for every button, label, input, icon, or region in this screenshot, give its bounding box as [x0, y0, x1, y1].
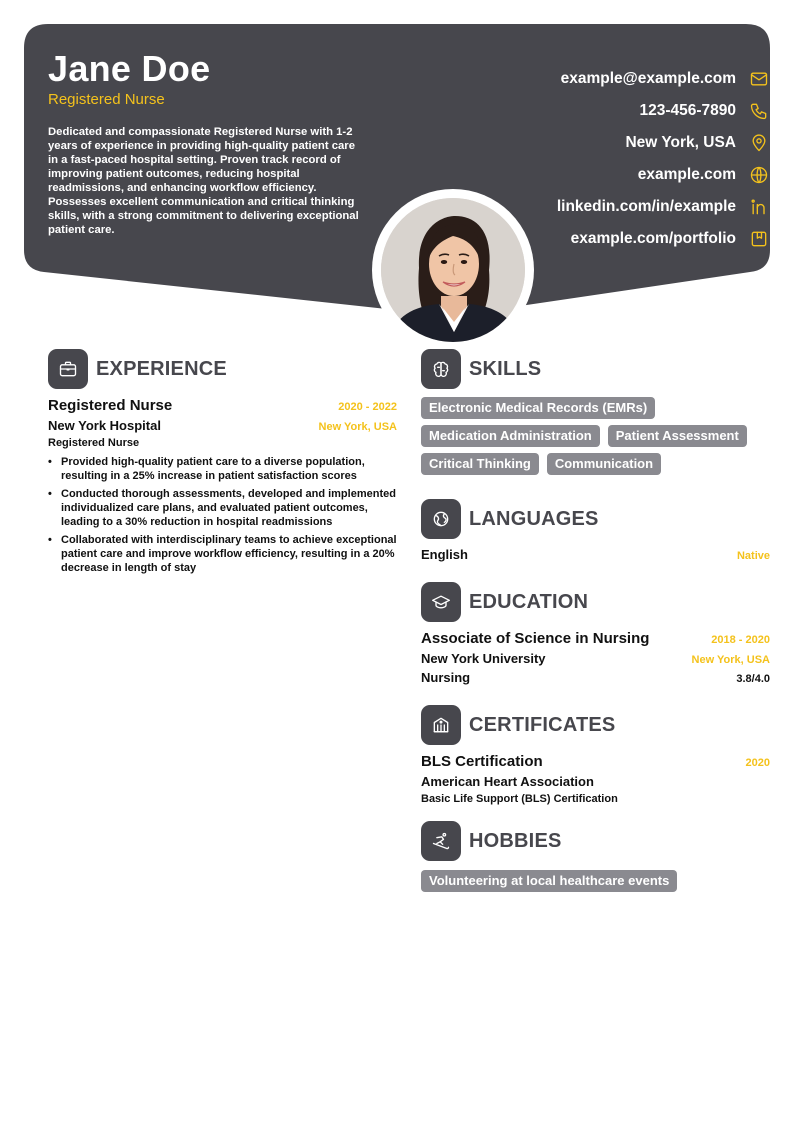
- language-row: [421, 547, 770, 562]
- certificate-year: 2020: [745, 757, 770, 769]
- certificate-name: BLS Certification: [421, 753, 543, 770]
- profile-photo: [381, 198, 525, 342]
- contact-website[interactable]: [440, 159, 770, 191]
- linkedin-text[interactable]: linkedin.com/in/example: [556, 198, 736, 215]
- skills-title: SKILLS: [469, 357, 542, 380]
- experience-entry: [48, 397, 397, 575]
- certificate-icon: [421, 705, 461, 745]
- list-item: • Conducted thorough assessments, developed and implemented individualized care plans, and evaluated patient outcomes, leading to a 30% reduction in hospital readmissions: [48, 487, 397, 529]
- languages-title: LANGUAGES: [469, 507, 599, 530]
- skill-chip: Critical Thinking: [421, 453, 539, 475]
- skill-chip: Communication: [547, 453, 661, 475]
- globe-icon: [748, 164, 770, 186]
- school-name: New York University: [421, 651, 546, 666]
- profile-summary: Dedicated and compassionate Registered Nurse with 1-2 years of experience in providing high-quality patient care in a fast-paced hospital setting. Proven track record of improving patient outcomes, reducing hospital readmissions, and enhancing workflow efficiency. Possesses excellent communication and critical thinking skills, with a strong commitment to delivering exceptional patient care.: [48, 126, 359, 236]
- language-level: Native: [736, 550, 770, 562]
- brain-icon: [421, 349, 461, 389]
- education-title: EDUCATION: [469, 590, 589, 613]
- left-column: [48, 349, 397, 579]
- website-text[interactable]: example.com: [637, 166, 736, 183]
- skill-chip: Medication Administration: [421, 425, 600, 447]
- hobbies-title: HOBBIES: [469, 829, 562, 852]
- experience-title: EXPERIENCE: [96, 357, 227, 380]
- skill-chip: Patient Assessment: [608, 425, 747, 447]
- job-subtitle: Registered Nurse: [48, 437, 140, 449]
- skill-chip: Electronic Medical Records (EMRs): [421, 397, 655, 419]
- briefcase-icon: [48, 349, 88, 389]
- language-name: English: [421, 547, 468, 562]
- phone-text[interactable]: 123-456-7890: [639, 102, 736, 119]
- skills-list: [421, 397, 770, 475]
- candidate-name: Jane Doe: [48, 48, 211, 89]
- certificate-issuer: American Heart Association: [421, 774, 594, 789]
- certificate-description: Basic Life Support (BLS) Certification: [421, 793, 618, 805]
- experience-header: [48, 349, 397, 389]
- contact-email[interactable]: [440, 63, 770, 95]
- school-location: New York, USA: [691, 654, 770, 666]
- contact-location: [440, 127, 770, 159]
- skier-icon: [421, 821, 461, 861]
- education-entry: [421, 630, 770, 685]
- education-dates: 2018 - 2020: [711, 634, 770, 646]
- job-position: Registered Nurse: [48, 397, 173, 414]
- language-icon: [421, 499, 461, 539]
- right-column: [421, 349, 770, 892]
- certificate-entry: [421, 753, 770, 805]
- field-of-study: Nursing: [421, 670, 471, 685]
- phone-icon: [748, 100, 770, 122]
- job-bullets: [48, 455, 397, 575]
- job-location: New York, USA: [318, 421, 397, 433]
- certificates-header: [421, 705, 770, 745]
- job-dates: 2020 - 2022: [338, 401, 397, 413]
- location-pin-icon: [748, 132, 770, 154]
- portfolio-text[interactable]: example.com/portfolio: [570, 230, 736, 247]
- certificates-title: CERTIFICATES: [469, 713, 616, 736]
- mail-icon: [748, 68, 770, 90]
- hobbies-list: [421, 870, 770, 892]
- linkedin-icon: [748, 196, 770, 218]
- portfolio-icon: [748, 228, 770, 250]
- skills-header: [421, 349, 770, 389]
- contact-phone[interactable]: [440, 95, 770, 127]
- degree-name: Associate of Science in Nursing: [421, 630, 650, 647]
- graduation-cap-icon: [421, 582, 461, 622]
- list-item: • Provided high-quality patient care to a diverse population, resulting in a 25% increase in patient satisfaction scores: [48, 455, 397, 483]
- hobbies-header: [421, 821, 770, 861]
- education-header: [421, 582, 770, 622]
- hobby-chip: Volunteering at local healthcare events: [421, 870, 677, 892]
- email-text[interactable]: example@example.com: [560, 70, 736, 87]
- candidate-role: Registered Nurse: [48, 91, 165, 108]
- gpa-value: 3.8/4.0: [736, 673, 770, 685]
- list-item: • Collaborated with interdisciplinary teams to achieve exceptional patient care and improve workflow efficiency, resulting in a 20% decrease in length of stay: [48, 533, 397, 575]
- location-text: New York, USA: [625, 134, 736, 151]
- languages-header: [421, 499, 770, 539]
- job-company: New York Hospital: [48, 418, 161, 433]
